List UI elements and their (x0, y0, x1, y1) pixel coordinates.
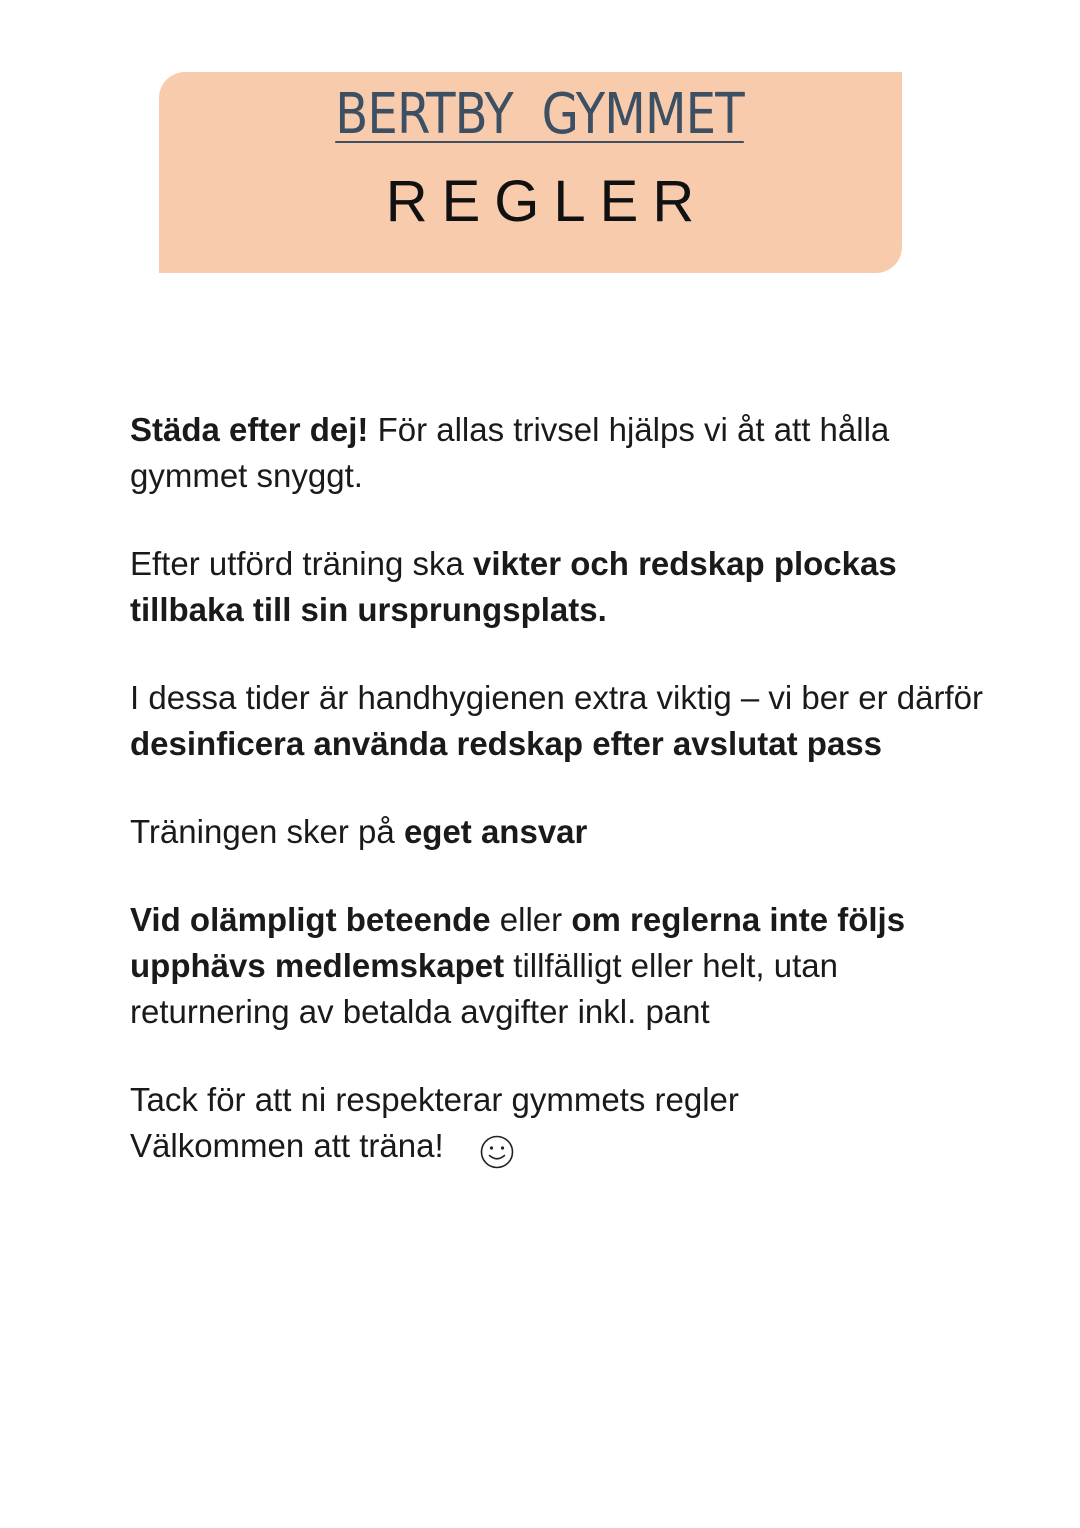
rule-responsibility (130, 809, 990, 855)
rule-conduct (130, 897, 990, 1035)
page-title: REGLER (385, 169, 709, 234)
rule-cleanup (130, 407, 990, 499)
rule-conduct-bold-2: om reglerna inte följs upphävs medlemskapet (130, 901, 906, 984)
closing-line-2: Välkommen att träna! (130, 1127, 444, 1164)
rule-conduct-text-2: tillfälligt eller helt, utan returnering av betalda avgifter inkl. pant (130, 947, 838, 1030)
rule-responsibility-bold: eget ansvar (403, 813, 588, 850)
rule-hygiene-bold: desinficera använda redskap efter avslutat pass (130, 725, 883, 762)
rule-conduct-text-1: eller (490, 901, 572, 938)
gym-name: BERTBY GYMMET (335, 82, 745, 147)
closing-line-1: Tack för att ni respekterar gymmets regler (130, 1081, 739, 1118)
rule-conduct-bold-1: Vid olämpligt beteende (130, 901, 491, 938)
rule-hygiene-text: I dessa tider är handhygienen extra viktig – vi ber er därför (130, 679, 983, 716)
rule-cleanup-text: För allas trivsel hjälps vi åt att hålla gymmet snyggt. (130, 411, 890, 494)
closing-message (130, 1077, 990, 1169)
smiley-icon (480, 1135, 514, 1169)
rule-cleanup-bold: Städa efter dej! (130, 411, 369, 448)
rule-equipment-text: Efter utförd träning ska (130, 545, 474, 582)
rules-list (130, 407, 990, 1169)
rule-equipment (130, 541, 990, 633)
rule-hygiene (130, 675, 990, 767)
rule-responsibility-text: Träningen sker på (130, 813, 404, 850)
rule-equipment-bold: vikter och redskap plockas tillbaka till sin ursprungsplats. (130, 545, 897, 628)
